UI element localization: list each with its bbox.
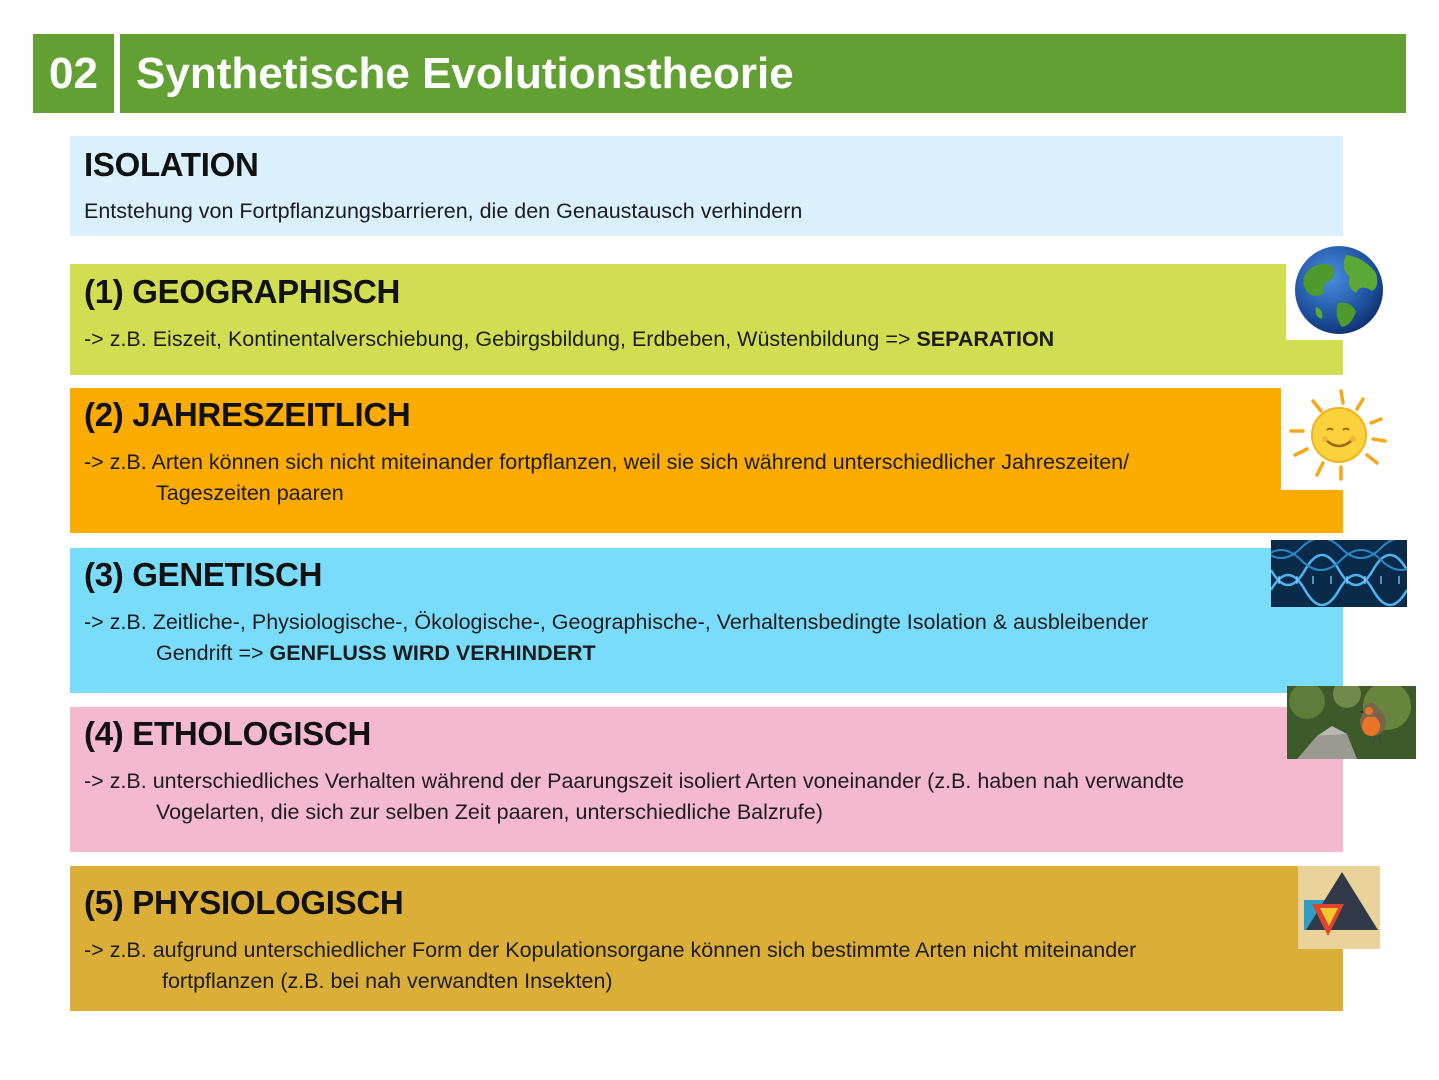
page-title: Synthetische Evolutionstheorie xyxy=(120,34,1406,113)
section-number: 02 xyxy=(33,34,114,113)
triangles-icon xyxy=(1298,866,1380,949)
physiologisch-box xyxy=(70,866,1343,1011)
robin-bird-icon xyxy=(1287,686,1416,759)
isolation-text: Entstehung von Fortpflanzungsbarrieren, die den Genaustausch verhindern xyxy=(84,199,803,223)
jahreszeitlich-text: -> z.B. Arten können sich nicht miteinander fortpflanzen, weil sie sich während unterschiedlicher Jahreszeiten/ Tageszeiten paaren xyxy=(84,450,1130,505)
jahreszeitlich-title: (2) JAHRESZEITLICH xyxy=(84,396,411,433)
ethologisch-title: (4) ETHOLOGISCH xyxy=(84,715,372,752)
ethologisch-box xyxy=(70,707,1343,852)
isolation-box xyxy=(70,136,1343,236)
dna-icon xyxy=(1271,540,1407,607)
geographisch-text: -> z.B. Eiszeit, Kontinentalverschiebung, Gebirgsbildung, Erdbeben, Wüstenbildung => SEPARATION xyxy=(84,327,1055,351)
isolation-title: ISOLATION xyxy=(84,146,259,183)
globe-icon xyxy=(1286,243,1386,340)
separation-emphasis: SEPARATION xyxy=(916,327,1055,351)
geographisch-title: (1) GEOGRAPHISCH xyxy=(84,273,401,310)
physiologisch-text: -> z.B. aufgrund unterschiedlicher Form der Kopulationsorgane können sich bestimmte Arten nicht miteinander fortpflanzen (z.B. bei nah verwandten Insekten) xyxy=(84,938,1137,993)
genetisch-title: (3) GENETISCH xyxy=(84,556,323,593)
jahreszeitlich-box xyxy=(70,388,1343,533)
geographisch-box xyxy=(70,264,1343,375)
genetisch-text: -> z.B. Zeitliche-, Physiologische-, Ökologische-, Geographische-, Verhaltensbedingte Isolation & ausbleibender Gendrift => GENFLUSS WIRD VERHINDERT xyxy=(84,610,1149,665)
genetisch-box xyxy=(70,548,1343,693)
physiologisch-title: (5) PHYSIOLOGISCH xyxy=(84,884,404,921)
ethologisch-text: -> z.B. unterschiedliches Verhalten während der Paarungszeit isoliert Arten voneinander (z.B. haben nah verwandte Vogelarten, die sich zur selben Zeit paaren, unterschiedliche Balzrufe) xyxy=(84,769,1185,824)
genfluss-emphasis: GENFLUSS WIRD VERHINDERT xyxy=(269,641,596,665)
sun-icon xyxy=(1281,383,1393,490)
